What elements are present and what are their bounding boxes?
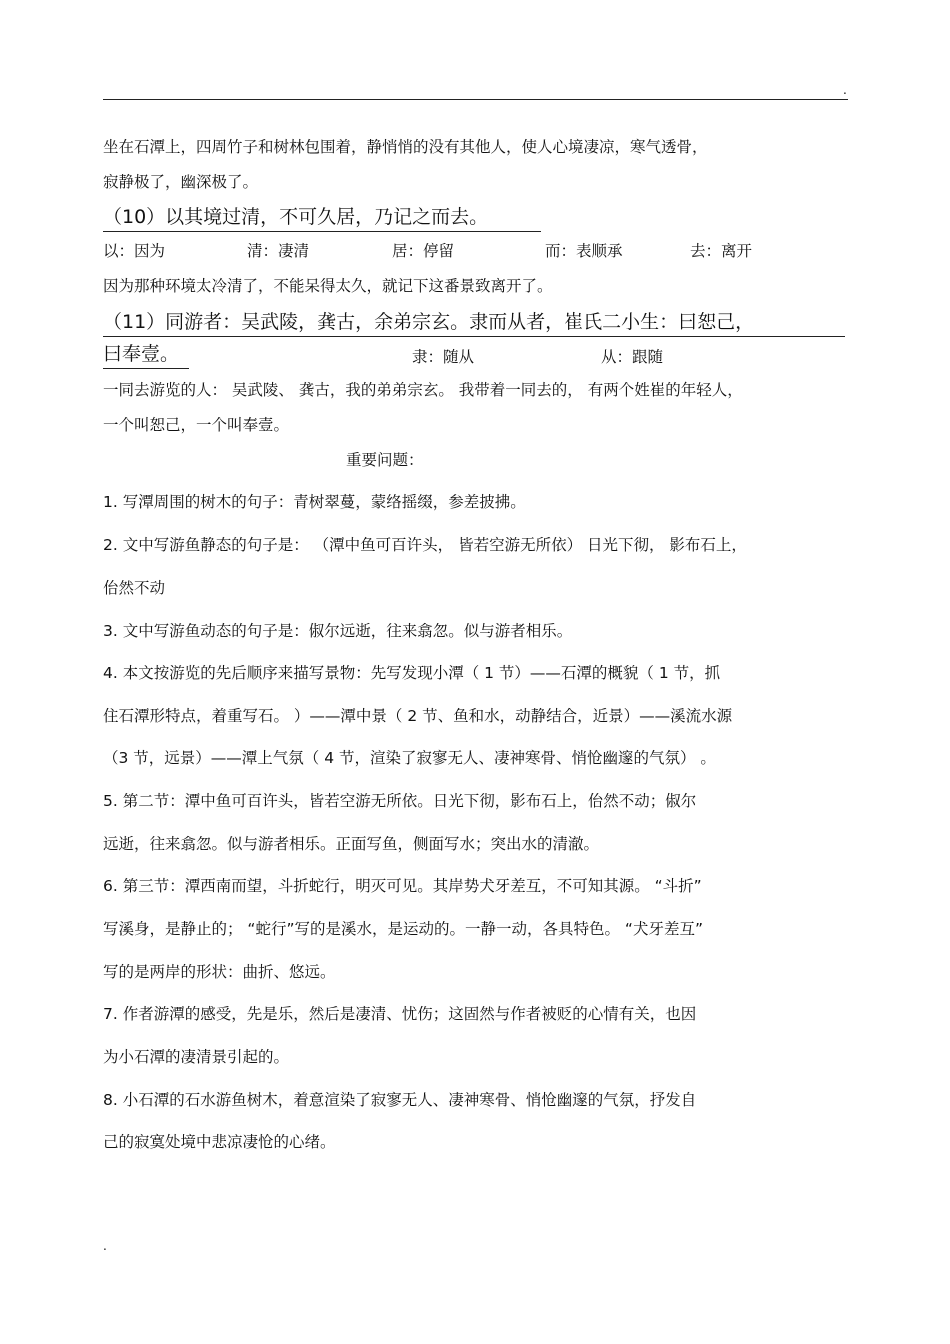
question-1: 1. 写潭周围的树木的句子：青树翠蔓，蒙络摇缀，参差披拂。 bbox=[103, 493, 526, 511]
question-8-line-1: 8. 小石潭的石水游鱼树木，着意渲染了寂寥无人、凄神寒骨、悄怆幽邃的气氛，抒发自 bbox=[103, 1091, 697, 1109]
footer-dot: . bbox=[103, 1239, 107, 1253]
question-2-line-2: 佁然不动 bbox=[103, 579, 166, 597]
gloss-10-qing: 清：凄清 bbox=[247, 242, 310, 260]
question-6-line-1: 6. 第三节：潭西南而望，斗折蛇行，明灭可见。其岸势犬牙差互，不可知其源。 “斗折” bbox=[103, 877, 702, 895]
question-5-line-1: 5. 第二节：潭中鱼可百许头，皆若空游无所依。日光下彻，影布石上，佁然不动；俶尔 bbox=[103, 792, 697, 810]
question-8-line-2: 己的寂寞处境中悲凉凄怆的心绪。 bbox=[103, 1133, 336, 1151]
gloss-10-yi: 以：因为 bbox=[103, 242, 166, 260]
question-7-line-2: 为小石潭的凄清景引起的。 bbox=[103, 1048, 290, 1066]
heading-11-line-1: （11）同游者：吴武陵，龚古，余弟宗玄。隶而从者，崔氏二小生：曰恕己， bbox=[103, 310, 845, 337]
question-6-line-2: 写溪身，是静止的； “蛇行”写的是溪水，是运动的。一静一动，各具特色。 “犬牙差互” bbox=[103, 920, 703, 938]
question-5-line-2: 远逝，往来翕忽。似与游者相乐。正面写鱼，侧面写水；突出水的清澈。 bbox=[103, 835, 600, 853]
gloss-11-cong: 从：跟随 bbox=[601, 348, 664, 366]
translation-9-line-1: 坐在石潭上，四周竹子和树林包围着，静悄悄的没有其他人，使人心境凄凉，寒气透骨， bbox=[103, 138, 708, 156]
gloss-11-li: 隶：随从 bbox=[412, 348, 475, 366]
heading-10: （10）以其境过清，不可久居，乃记之而去。 bbox=[103, 205, 541, 232]
gloss-10-ju: 居：停留 bbox=[392, 242, 455, 260]
question-4-line-1: 4. 本文按游览的先后顺序来描写景物：先写发现小潭（ 1 节）——石潭的概貌（ 1 节，抓 bbox=[103, 664, 721, 682]
gloss-10-qu: 去：离开 bbox=[690, 242, 753, 260]
translation-10: 因为那种环境太冷清了，不能呆得太久，就记下这番景致离开了。 bbox=[103, 277, 553, 295]
section-title: 重要问题： bbox=[346, 451, 424, 469]
header-dot: . bbox=[843, 83, 847, 97]
heading-11-line-2: 曰奉壹。 bbox=[103, 342, 189, 369]
gloss-10-er: 而：表顺承 bbox=[545, 242, 623, 260]
question-6-line-3: 写的是两岸的形状：曲折、悠远。 bbox=[103, 963, 336, 981]
translation-9-line-2: 寂静极了，幽深极了。 bbox=[103, 173, 259, 191]
question-7-line-1: 7. 作者游潭的感受，先是乐，然后是凄清、忧伤；这固然与作者被贬的心情有关，也因 bbox=[103, 1005, 697, 1023]
question-2-line-1: 2. 文中写游鱼静态的句子是： （潭中鱼可百许头， 皆若空游无所依） 日光下彻， 影布石上， bbox=[103, 536, 747, 554]
header-rule bbox=[103, 99, 848, 100]
question-4-line-2: 住石潭形特点，着重写石。 ）——潭中景（ 2 节、鱼和水，动静结合，近景）——溪流水源 bbox=[103, 707, 733, 725]
question-4-line-3: （3 节，远景）——潭上气氛（ 4 节，渲染了寂寥无人、凄神寒骨、悄怆幽邃的气氛） 。 bbox=[103, 749, 716, 767]
translation-11-line-2: 一个叫恕己，一个叫奉壹。 bbox=[103, 416, 290, 434]
translation-11-line-1: 一同去游览的人： 吴武陵、 龚古，我的弟弟宗玄。 我带着一同去的， 有两个姓崔的年轻人， bbox=[103, 381, 743, 399]
question-3: 3. 文中写游鱼动态的句子是：俶尔远逝，往来翕忽。似与游者相乐。 bbox=[103, 622, 573, 640]
